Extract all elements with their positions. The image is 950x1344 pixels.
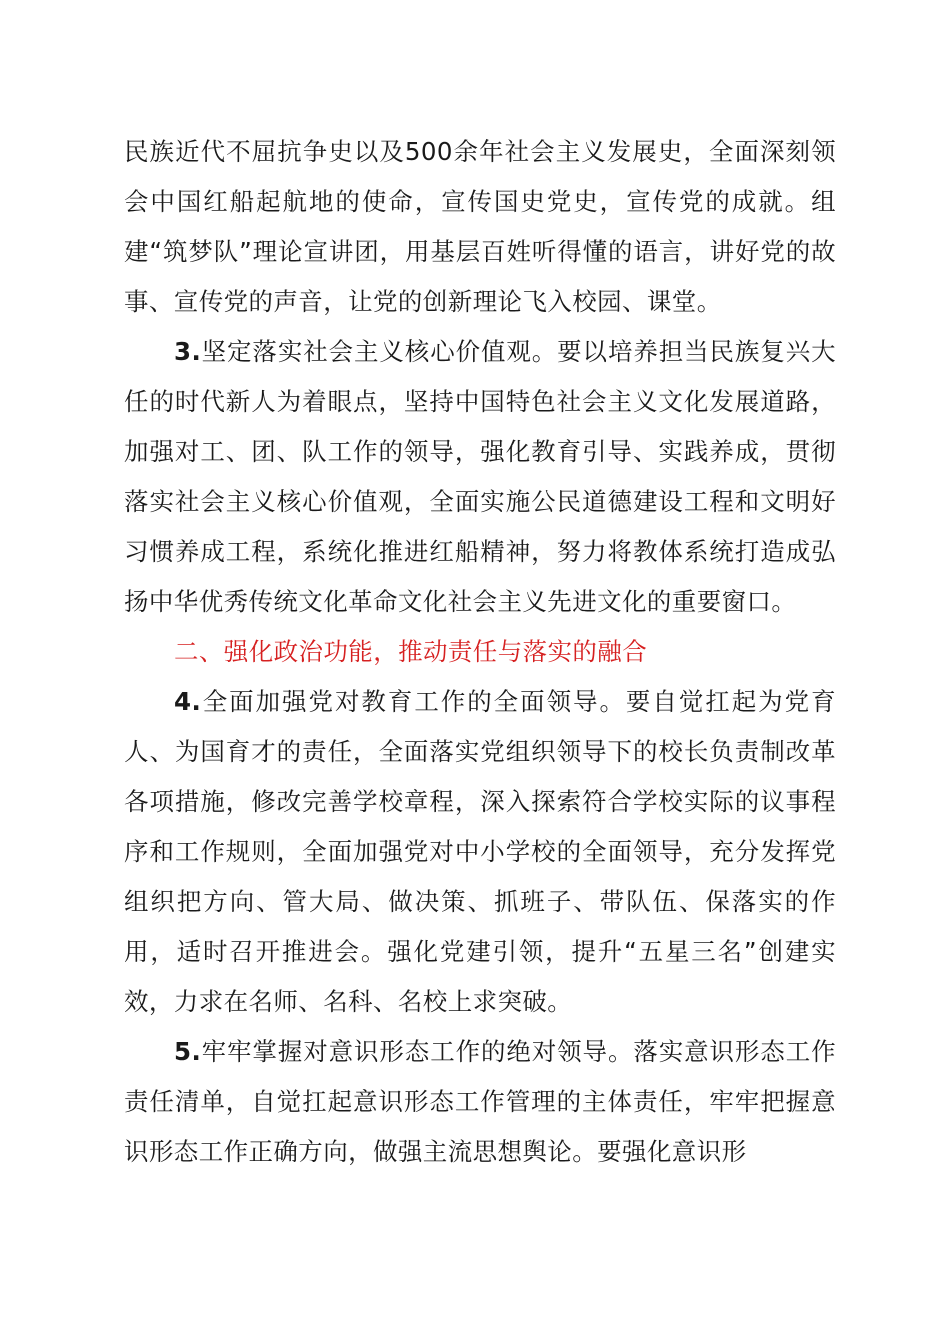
continued-paragraph: 民族近代不屈抗争史以及500余年社会主义发展史，全面深刻领会中国红船起航地的使命，宣传国史党史，宣传党的成就。组建“筑梦队”理论宣讲团，用基层百姓听得懂的语言，讲好党的故事、宣传党的声音，让党的创新理论飞入校园、课堂。 xyxy=(124,137,836,316)
item-3-text: 坚定落实社会主义核心价值观。要以培养担当民族复兴大任的时代新人为着眼点，坚持中国特色社会主义文化发展道路，加强对工、团、队工作的领导，强化教育引导、实践养成，贯彻落实社会主义核心价值观，全面实施公民道德建设工程和文明好习惯养成工程，系统化推进红船精神，努力将教体系统打造成弘扬中华优秀传统文化革命文化社会主义先进文化的重要窗口。 xyxy=(124,337,836,616)
item-5-number: 5. xyxy=(174,1037,202,1066)
item-4-paragraph xyxy=(124,677,836,1027)
item-3-paragraph xyxy=(124,327,836,627)
item-5-paragraph xyxy=(124,1027,836,1177)
item-5-text: 牢牢掌握对意识形态工作的绝对领导。落实意识形态工作责任清单，自觉扛起意识形态工作管理的主体责任，牢牢把握意识形态工作正确方向，做强主流思想舆论。要强化意识形 xyxy=(124,1037,836,1166)
item-4-number: 4. xyxy=(174,687,202,716)
item-3-number: 3. xyxy=(174,337,202,366)
section-heading: 二、强化政治功能，推动责任与落实的融合 xyxy=(174,637,648,666)
document-body xyxy=(124,127,836,1177)
item-4-text: 全面加强党对教育工作的全面领导。要自觉扛起为党育人、为国育才的责任，全面落实党组织领导下的校长负责制改革各项措施，修改完善学校章程，深入探索符合学校实际的议事程序和工作规则，全面加强党对中小学校的全面领导，充分发挥党组织把方向、管大局、做决策、抓班子、带队伍、保落实的作用，适时召开推进会。强化党建引领，提升“五星三名”创建实效，力求在名师、名科、名校上求突破。 xyxy=(124,687,836,1016)
